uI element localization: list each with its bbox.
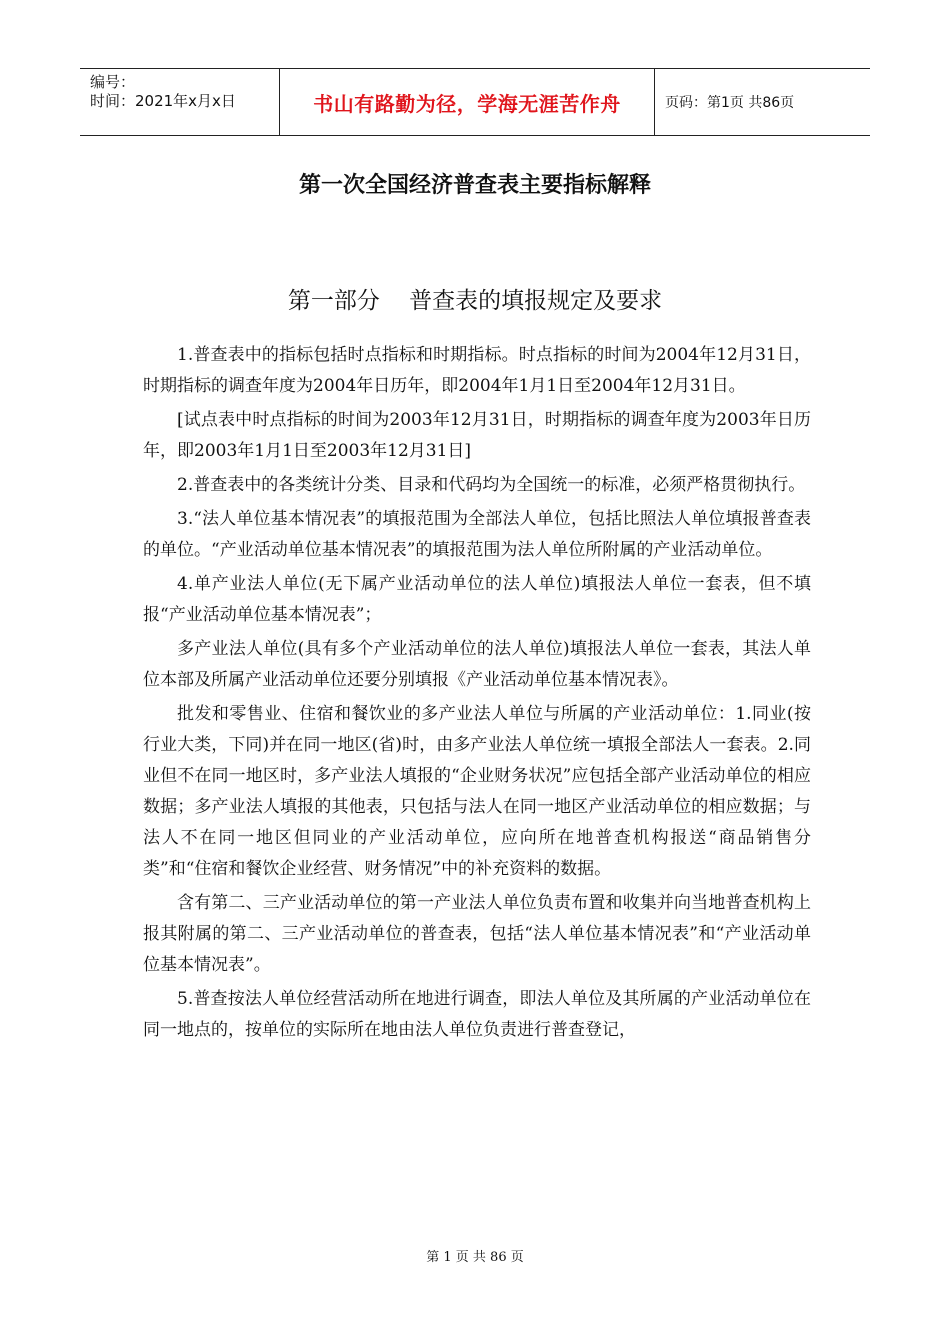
header-meta-cell bbox=[80, 69, 280, 135]
paragraph: 批发和零售业、住宿和餐饮业的多产业法人单位与所属的产业活动单位：1.同业(按行业大类，下同)并在同一地区(省)时，由多产业法人单位统一填报全部法人一套表。2.同业但不在同一地区时，多产业法人填报的“企业财务状况”应包括全部产业活动单位的相应数据；多产业法人填报的其他表，只包括与法人在同一地区产业活动单位的相应数据；与法人不在同一地区但同业的产业活动单位，应向所在地普查机构报送“商品销售分类”和“住宿和餐饮企业经营、财务情况”中的补充资料的数据。 bbox=[143, 704, 811, 879]
document-header bbox=[80, 68, 870, 136]
document-body bbox=[143, 340, 811, 1049]
page-footer: 第 1 页 共 86 页 bbox=[426, 1250, 524, 1265]
paragraph: 3.“法人单位基本情况表”的填报范围为全部法人单位，包括比照法人单位填报普查表的单位。“产业活动单位基本情况表”的填报范围为法人单位所附属的产业活动单位。 bbox=[143, 509, 811, 560]
paragraph: 多产业法人单位(具有多个产业活动单位的法人单位)填报法人单位一套表，其法人单位本部及所属产业活动单位还要分别填报《产业活动单位基本情况表》。 bbox=[143, 639, 811, 690]
header-motto: 书山有路勤为径，学海无涯苦作舟 bbox=[280, 69, 655, 135]
document-date-label: 时间：2021年x月x日 bbox=[90, 92, 236, 110]
paragraph: 2.普查表中的各类统计分类、目录和代码均为全国统一的标准，必须严格贯彻执行。 bbox=[177, 475, 806, 495]
paragraph: 含有第二、三产业活动单位的第一产业法人单位负责布置和收集并向当地普查机构上报其附属的第二、三产业活动单位的普查表，包括“法人单位基本情况表”和“产业活动单位基本情况表”。 bbox=[143, 893, 811, 975]
header-page-info: 页码：第1页 共86页 bbox=[665, 95, 795, 111]
paragraph: [试点表中时点指标的时间为2003年12月31日，时期指标的调查年度为2003年日历年，即2003年1月1日至2003年12月31日] bbox=[143, 410, 811, 461]
paragraph: 5.普查按法人单位经营活动所在地进行调查，即法人单位及其所属的产业活动单位在同一地点的，按单位的实际所在地由法人单位负责进行普查登记， bbox=[143, 989, 811, 1040]
document-title: 第一次全国经济普查表主要指标解释 bbox=[298, 173, 651, 198]
paragraph: 4.单产业法人单位(无下属产业活动单位的法人单位)填报法人单位一套表，但不填报“产业活动单位基本情况表”； bbox=[143, 574, 811, 625]
paragraph: 1.普查表中的指标包括时点指标和时期指标。时点指标的时间为2004年12月31日，时期指标的调查年度为2004年日历年，即2004年1月1日至2004年12月31日。 bbox=[143, 345, 811, 396]
document-number-label: 编号： bbox=[90, 73, 136, 91]
part-title: 第一部分 普查表的填报规定及要求 bbox=[287, 288, 663, 314]
